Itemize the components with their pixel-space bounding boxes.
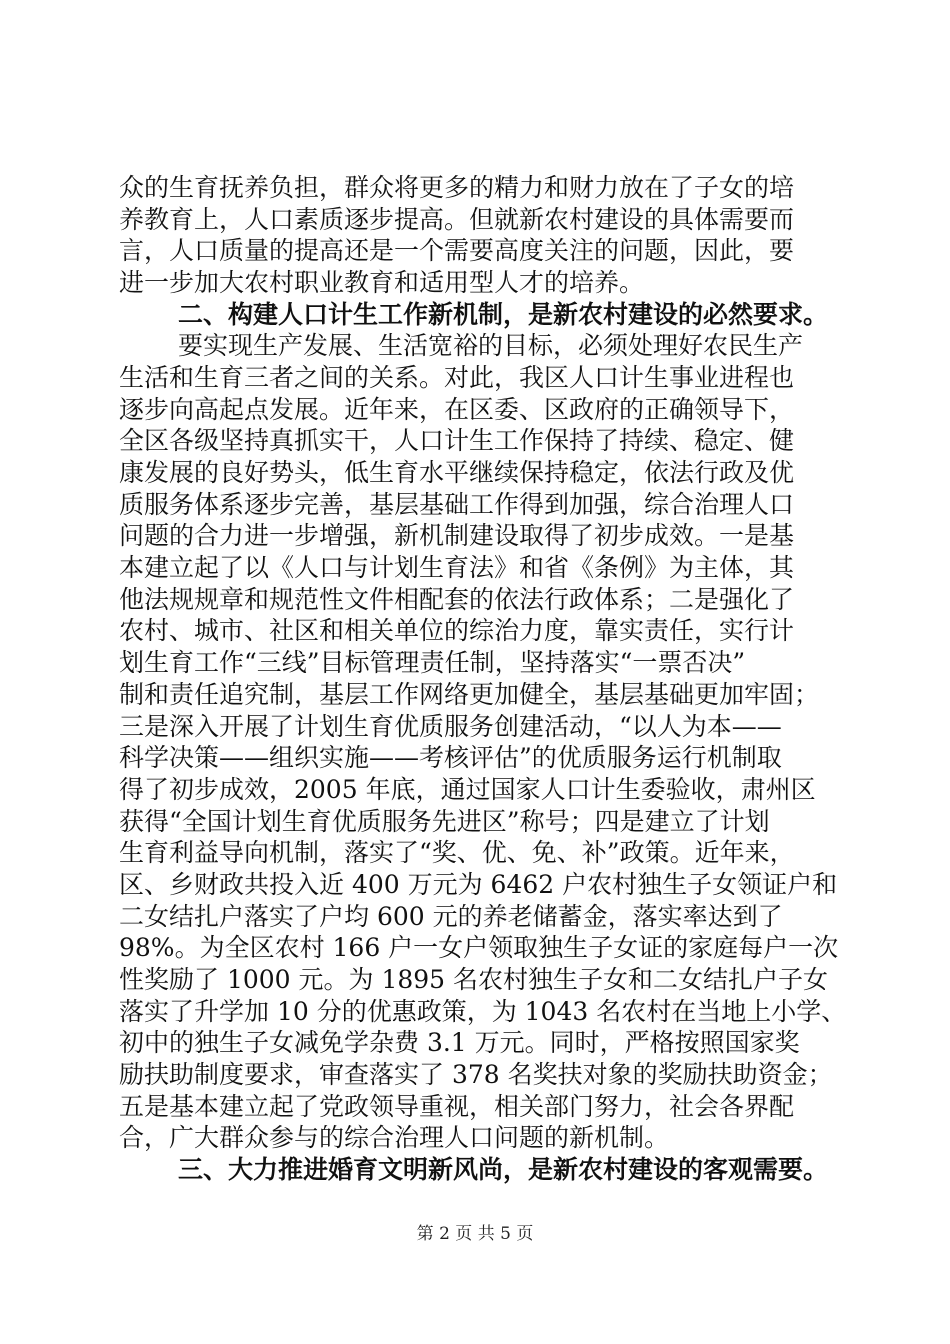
paragraph-line: 二女结扎户落实了户均 600 元的养老储蓄金，落实率达到了 [119, 901, 783, 931]
paragraph-line: 初中的独生子女减免学杂费 3.1 万元。同时，严格按照国家奖 [119, 1028, 800, 1058]
paragraph-line: 农村、城市、社区和相关单位的综治力度，靠实责任，实行计 [119, 616, 795, 646]
paragraph-line: 区、乡财政共投入近 400 万元为 6462 户农村独生子女领证户和 [119, 869, 838, 899]
paragraph-line: 生活和生育三者之间的关系。对此，我区人口计生事业进程也 [119, 363, 795, 393]
page-footer: 第 2 页 共 5 页 [416, 1224, 534, 1244]
paragraph-line: 合，广大群众参与的综合治理人口问题的新机制。 [119, 1123, 670, 1153]
section-heading-3: 三、大力推进婚育文明新风尚，是新农村建设的客观需要。 [178, 1155, 829, 1184]
paragraph-line: 逐步向高起点发展。近年来，在区委、区政府的正确领导下， [119, 394, 795, 424]
paragraph-line: 划生育工作“三线”目标管理责任制，坚持落实“一票否决” [119, 648, 746, 678]
paragraph-line: 养教育上，人口素质逐步提高。但就新农村建设的具体需要而 [119, 204, 795, 234]
paragraph-line: 三是深入开展了计划生育优质服务创建活动，“以人为本—— [119, 711, 782, 741]
paragraph-line: 他法规规章和规范性文件相配套的依法行政体系；二是强化了 [119, 584, 795, 614]
paragraph-line: 康发展的良好势头，低生育水平继续保持稳定，依法行政及优 [119, 458, 795, 488]
paragraph-line: 问题的合力进一步增强，新机制建设取得了初步成效。一是基 [119, 521, 795, 551]
paragraph-line: 获得“全国计划生育优质服务先进区”称号；四是建立了计划 [119, 806, 770, 836]
paragraph-line: 众的生育抚养负担，群众将更多的精力和财力放在了子女的培 [119, 173, 795, 202]
paragraph-line: 全区各级坚持真抓实干，人口计生工作保持了持续、稳定、健 [119, 426, 795, 456]
paragraph-line: 性奖励了 1000 元。为 1895 名农村独生子女和二女结扎户子女 [119, 964, 829, 994]
paragraph-line: 落实了升学加 10 分的优惠政策，为 1043 名农村在当地上小学、 [119, 996, 847, 1026]
paragraph-line: 制和责任追究制，基层工作网络更加健全，基层基础更加牢固； [119, 679, 820, 709]
paragraph-line: 言，人口质量的提高还是一个需要高度关注的问题，因此，要 [119, 236, 795, 266]
paragraph-line: 进一步加大农村职业教育和适用型人才的培养。 [119, 268, 645, 298]
paragraph-line: 科学决策——组织实施——考核评估”的优质服务运行机制取 [119, 743, 782, 773]
paragraph-line: 得了初步成效，2005 年底，通过国家人口计生委验收，肃州区 [119, 774, 816, 804]
paragraph-line: 98%。为全区农村 166 户一女户领取独生子女证的家庭每户一次 [119, 933, 839, 963]
paragraph-line: 本建立起了以《人口与计划生育法》和省《条例》为主体，其 [119, 553, 795, 583]
section-heading-2: 二、构建人口计生工作新机制，是新农村建设的必然要求。 [178, 299, 829, 329]
paragraph-line: 质服务体系逐步完善，基层基础工作得到加强，综合治理人口 [119, 489, 795, 519]
paragraph-line: 励扶助制度要求，审查落实了 378 名奖扶对象的奖励扶助资金； [119, 1059, 833, 1089]
paragraph-line: 生育利益导向机制，落实了“奖、优、免、补”政策。近年来， [119, 838, 795, 868]
paragraph-line: 要实现生产发展、生活宽裕的目标，必须处理好农民生产 [178, 331, 804, 361]
paragraph-line: 五是基本建立起了党政领导重视，相关部门努力，社会各界配 [119, 1091, 795, 1121]
